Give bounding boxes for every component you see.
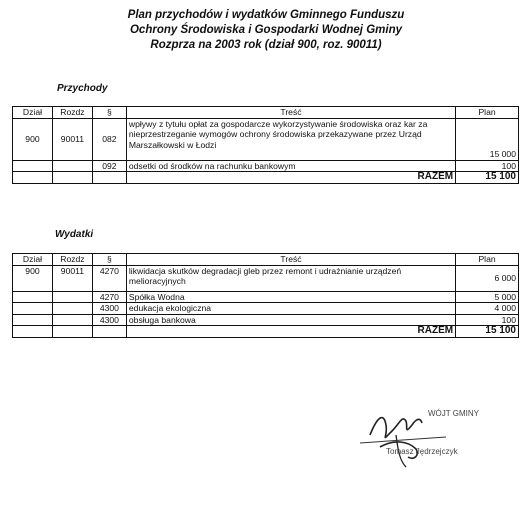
cell-tresc: wpływy z tytułu opłat za gospodarcze wykorzystywanie środowiska oraz kar za nieprzestrzeganie wymogów ochrony środowiska przekazywane przez Urząd Marszałkowski w Łodzi [126, 118, 455, 160]
income-total-row [13, 172, 519, 184]
handwritten-signature-icon [350, 395, 510, 475]
expenses-total-row [13, 326, 519, 338]
cell-paragraph: 4300 [92, 314, 126, 326]
cell-rozdz [52, 291, 92, 303]
cell-dzial [13, 160, 53, 172]
cell-dzial [13, 291, 53, 303]
cell-plan: 15 000 [456, 118, 519, 160]
header-dzial: Dział [13, 107, 53, 119]
title-line-1: Plan przychodów i wydatków Gminnego Funduszu [127, 9, 405, 21]
cell-dzial [13, 303, 53, 315]
stamp-line-1: WÓJT GMINY [428, 409, 479, 418]
header-plan: Plan [456, 254, 519, 266]
header-paragraph: § [92, 107, 126, 119]
table-row [13, 291, 519, 303]
cell-plan: 100 [456, 160, 519, 172]
cell-dzial [13, 314, 53, 326]
signature-stamp [350, 395, 510, 475]
expenses-header-row [13, 254, 519, 266]
income-section-label: Przychody [57, 83, 108, 94]
document-title [0, 8, 532, 53]
cell-tresc: obsługa bankowa [126, 314, 455, 326]
header-plan: Plan [456, 107, 519, 119]
cell-rozdz [52, 314, 92, 326]
header-rozdz: Rozdz [52, 254, 92, 266]
header-rozdz: Rozdz [52, 107, 92, 119]
header-paragraph: § [92, 254, 126, 266]
cell-dzial: 900 [13, 265, 53, 291]
cell-paragraph: 4300 [92, 303, 126, 315]
cell-rozdz [52, 160, 92, 172]
cell-paragraph: 4270 [92, 265, 126, 291]
income-header-row [13, 107, 519, 119]
cell-paragraph: 4270 [92, 291, 126, 303]
header-tresc: Treść [126, 107, 455, 119]
table-row [13, 160, 519, 172]
cell-tresc: odsetki od środków na rachunku bankowym [126, 160, 455, 172]
cell-plan: 6 000 [456, 265, 519, 291]
total-value: 15 100 [456, 172, 519, 184]
income-table [12, 106, 519, 184]
cell-plan: 4 000 [456, 303, 519, 315]
cell-dzial: 900 [13, 118, 53, 160]
title-line-2: Ochrony Środowiska i Gospodarki Wodnej Gminy [129, 24, 402, 36]
cell-tresc: likwidacja skutków degradacji gleb przez remont i udrażnianie urządzeń melioracyjnych [126, 265, 455, 291]
cell-paragraph: 082 [92, 118, 126, 160]
cell-tresc: edukacja ekologiczna [126, 303, 455, 315]
total-label: RAZEM [126, 326, 455, 338]
header-dzial: Dział [13, 254, 53, 266]
cell-rozdz [52, 303, 92, 315]
total-label: RAZEM [126, 172, 455, 184]
header-tresc: Treść [126, 254, 455, 266]
cell-tresc: Spółka Wodna [126, 291, 455, 303]
cell-plan: 100 [456, 314, 519, 326]
table-row [13, 118, 519, 160]
expenses-section-label: Wydatki [55, 229, 94, 240]
table-row [13, 265, 519, 291]
cell-rozdz: 90011 [52, 118, 92, 160]
stamp-line-2: Tomasz Jędrzejczyk [386, 447, 458, 456]
table-row [13, 303, 519, 315]
title-line-3: Rozprza na 2003 rok (dział 900, roz. 90011) [150, 39, 382, 51]
table-row [13, 314, 519, 326]
cell-rozdz: 90011 [52, 265, 92, 291]
expenses-table [12, 253, 519, 338]
total-value: 15 100 [456, 326, 519, 338]
cell-paragraph: 092 [92, 160, 126, 172]
cell-plan: 5 000 [456, 291, 519, 303]
